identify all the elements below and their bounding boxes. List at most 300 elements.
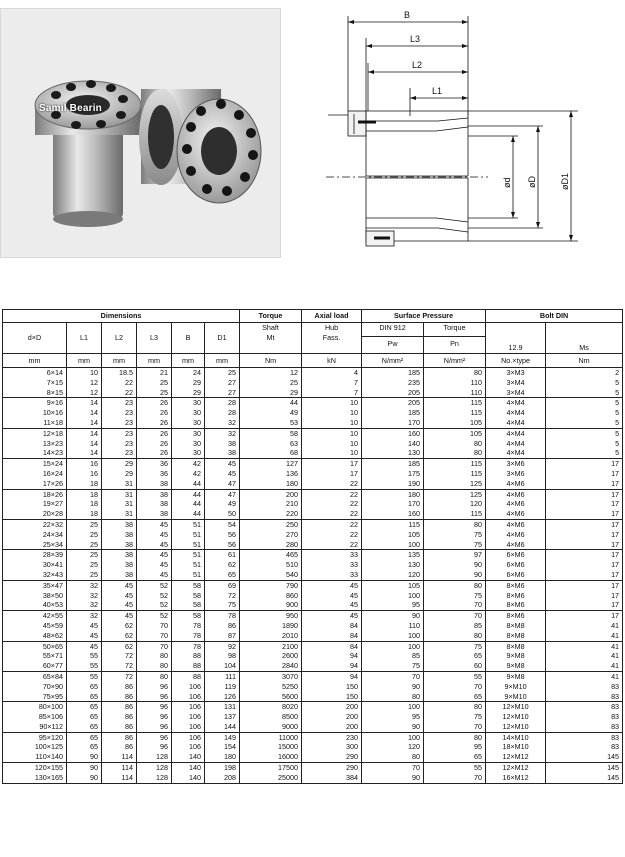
cell-l1: 65 <box>67 732 102 742</box>
cell-l2: 23 <box>102 439 137 449</box>
cell-ms: 17 <box>546 580 623 590</box>
cell-ms: 145 <box>546 773 623 783</box>
cell-b: 30 <box>172 448 205 458</box>
cell-pn: 115 <box>424 398 486 408</box>
cell-l2: 62 <box>102 621 137 631</box>
cell-l2: 38 <box>102 570 137 580</box>
cell-pn: 65 <box>424 651 486 661</box>
cell-torque: 11000 <box>240 732 302 742</box>
cell-b: 140 <box>172 752 205 762</box>
cell-ms: 2 <box>546 368 623 378</box>
cell-axial: 45 <box>302 580 362 590</box>
cell-l2: 29 <box>102 469 137 479</box>
cell-d1: 75 <box>205 600 240 610</box>
cell-bolts: 4×M4 <box>486 398 546 408</box>
cell-l2: 23 <box>102 398 137 408</box>
cell-axial: 4 <box>302 368 362 378</box>
cell-ms: 5 <box>546 418 623 428</box>
cell-ms: 83 <box>546 692 623 702</box>
col-L2: L2 <box>102 323 137 354</box>
cell-axial: 84 <box>302 641 362 651</box>
cell-b: 78 <box>172 621 205 631</box>
cell-b: 30 <box>172 439 205 449</box>
row-group <box>3 732 623 762</box>
cell-l3: 96 <box>137 692 172 702</box>
cell-l1: 14 <box>67 408 102 418</box>
sp-torque-label: Torque <box>443 323 466 332</box>
table-row <box>3 752 623 762</box>
cell-bolts: 12×M10 <box>486 702 546 712</box>
cell-pn: 115 <box>424 469 486 479</box>
cell-bolts: 8×M8 <box>486 641 546 651</box>
table-row <box>3 661 623 671</box>
cell-l3: 96 <box>137 732 172 742</box>
cell-ms: 17 <box>546 560 623 570</box>
cell-d1: 45 <box>205 469 240 479</box>
cell-axial: 300 <box>302 742 362 752</box>
cell-torque: 465 <box>240 550 302 560</box>
cell-pw: 100 <box>362 591 424 601</box>
cell-b: 30 <box>172 428 205 438</box>
cell-axial: 33 <box>302 570 362 580</box>
cell-dxd: 19×27 <box>3 499 67 509</box>
cell-l3: 96 <box>137 682 172 692</box>
cell-bolts: 9×M10 <box>486 682 546 692</box>
cell-dxd: 12×18 <box>3 428 67 438</box>
table-row <box>3 519 623 529</box>
table-row <box>3 550 623 560</box>
cell-torque: 2010 <box>240 631 302 641</box>
table-row <box>3 722 623 732</box>
cell-pw: 75 <box>362 661 424 671</box>
cell-l2: 45 <box>102 591 137 601</box>
cell-torque: 49 <box>240 408 302 418</box>
cell-ms: 17 <box>546 519 623 529</box>
cell-b: 51 <box>172 560 205 570</box>
group-bolt-din: Bolt DIN <box>486 310 623 323</box>
table-row <box>3 489 623 499</box>
cell-l3: 96 <box>137 722 172 732</box>
cell-dxd: 18×26 <box>3 489 67 499</box>
cell-bolts: 8×M6 <box>486 600 546 610</box>
cell-d1: 50 <box>205 509 240 519</box>
cell-d1: 45 <box>205 459 240 469</box>
cell-axial: 45 <box>302 600 362 610</box>
cell-d1: 131 <box>205 702 240 712</box>
table-row <box>3 621 623 631</box>
cell-dxd: 32×43 <box>3 570 67 580</box>
cell-bolts: 3×M6 <box>486 459 546 469</box>
cell-d1: 65 <box>205 570 240 580</box>
table-row <box>3 651 623 661</box>
cell-l1: 14 <box>67 398 102 408</box>
unit-pn: N/mm² <box>424 354 486 368</box>
cell-l1: 25 <box>67 550 102 560</box>
cell-l1: 65 <box>67 692 102 702</box>
cell-dxd: 50×65 <box>3 641 67 651</box>
cell-bolts: 4×M6 <box>486 479 546 489</box>
cell-l1: 65 <box>67 722 102 732</box>
cell-l1: 65 <box>67 682 102 692</box>
cell-pw: 115 <box>362 519 424 529</box>
cell-d1: 180 <box>205 752 240 762</box>
cell-l3: 36 <box>137 469 172 479</box>
cell-axial: 7 <box>302 378 362 388</box>
table-row <box>3 671 623 681</box>
cell-bolts: 4×M4 <box>486 408 546 418</box>
cell-axial: 200 <box>302 712 362 722</box>
cell-bolts: 4×M4 <box>486 418 546 428</box>
cell-l1: 32 <box>67 580 102 590</box>
cell-l2: 29 <box>102 459 137 469</box>
table-row <box>3 702 623 712</box>
col-din912 <box>362 323 424 354</box>
cell-b: 88 <box>172 671 205 681</box>
cell-pw: 95 <box>362 712 424 722</box>
pn-label: Pn <box>424 336 485 349</box>
cell-pw: 185 <box>362 408 424 418</box>
table-row <box>3 591 623 601</box>
group-torque: Torque <box>240 310 302 323</box>
cell-torque: 29 <box>240 388 302 398</box>
cell-dxd: 10×16 <box>3 408 67 418</box>
cell-d1: 27 <box>205 378 240 388</box>
cell-b: 88 <box>172 651 205 661</box>
cell-pn: 70 <box>424 600 486 610</box>
cell-ms: 5 <box>546 428 623 438</box>
cell-axial: 290 <box>302 763 362 773</box>
cell-axial: 200 <box>302 722 362 732</box>
col-sp-torque <box>424 323 486 354</box>
locking-assembly-photo <box>1 9 281 258</box>
table-row <box>3 600 623 610</box>
cell-pw: 70 <box>362 671 424 681</box>
cell-pw: 175 <box>362 469 424 479</box>
cell-ms: 41 <box>546 671 623 681</box>
cell-axial: 10 <box>302 408 362 418</box>
cell-bolts: 8×M6 <box>486 580 546 590</box>
row-group <box>3 398 623 428</box>
cell-pn: 105 <box>424 428 486 438</box>
cell-l3: 26 <box>137 418 172 428</box>
cell-l1: 25 <box>67 530 102 540</box>
table-row <box>3 580 623 590</box>
cell-torque: 510 <box>240 560 302 570</box>
cell-b: 44 <box>172 499 205 509</box>
cell-pw: 185 <box>362 368 424 378</box>
cell-pw: 135 <box>362 550 424 560</box>
cell-ms: 17 <box>546 611 623 621</box>
cell-d1: 38 <box>205 448 240 458</box>
cell-axial: 230 <box>302 732 362 742</box>
cell-l3: 26 <box>137 439 172 449</box>
cell-d1: 87 <box>205 631 240 641</box>
cell-pn: 55 <box>424 763 486 773</box>
row-group <box>3 459 623 489</box>
cell-l3: 128 <box>137 752 172 762</box>
table-row <box>3 479 623 489</box>
cell-l3: 45 <box>137 530 172 540</box>
cell-l1: 90 <box>67 763 102 773</box>
col-torque-shaft <box>240 323 302 354</box>
cell-torque: 860 <box>240 591 302 601</box>
cell-dxd: 100×125 <box>3 742 67 752</box>
cell-l2: 114 <box>102 763 137 773</box>
cell-d1: 137 <box>205 712 240 722</box>
cell-l2: 38 <box>102 550 137 560</box>
row-group <box>3 763 623 784</box>
cell-d1: 144 <box>205 722 240 732</box>
cell-axial: 22 <box>302 489 362 499</box>
table-row <box>3 712 623 722</box>
cell-ms: 41 <box>546 631 623 641</box>
cell-bolts: 8×M8 <box>486 631 546 641</box>
axial-fass-label: Fass. <box>322 332 341 342</box>
cell-pw: 100 <box>362 540 424 550</box>
cell-torque: 58 <box>240 428 302 438</box>
cell-bolts: 9×M8 <box>486 651 546 661</box>
cell-pn: 105 <box>424 418 486 428</box>
cell-axial: 33 <box>302 560 362 570</box>
cell-axial: 22 <box>302 540 362 550</box>
cell-d1: 154 <box>205 742 240 752</box>
cell-bolts: 8×M6 <box>486 611 546 621</box>
cell-l1: 12 <box>67 378 102 388</box>
cell-pn: 97 <box>424 550 486 560</box>
cell-torque: 12 <box>240 368 302 378</box>
table-row <box>3 428 623 438</box>
cell-l3: 96 <box>137 712 172 722</box>
row-group <box>3 702 623 732</box>
cell-ms: 145 <box>546 763 623 773</box>
row-group <box>3 641 623 671</box>
pw-label: Pw <box>362 336 423 349</box>
cell-bolts: 9×M8 <box>486 671 546 681</box>
cell-axial: 200 <box>302 702 362 712</box>
cell-ms: 145 <box>546 752 623 762</box>
unit-b: mm <box>172 354 205 368</box>
cell-l3: 38 <box>137 509 172 519</box>
cell-d1: 28 <box>205 398 240 408</box>
cell-l1: 45 <box>67 621 102 631</box>
cell-l2: 31 <box>102 479 137 489</box>
col-L1: L1 <box>67 323 102 354</box>
cell-pw: 120 <box>362 742 424 752</box>
cell-ms: 5 <box>546 448 623 458</box>
table-row <box>3 530 623 540</box>
cell-dxd: 13×23 <box>3 439 67 449</box>
torque-shaft-label: Shaft <box>262 323 279 332</box>
cell-pn: 65 <box>424 692 486 702</box>
cell-ms: 83 <box>546 702 623 712</box>
specification-table <box>2 309 623 784</box>
cell-torque: 950 <box>240 611 302 621</box>
label-L1: L1 <box>432 86 443 96</box>
table-row <box>3 682 623 692</box>
cell-ms: 83 <box>546 742 623 752</box>
cell-ms: 17 <box>546 550 623 560</box>
cell-ms: 83 <box>546 682 623 692</box>
cell-pw: 100 <box>362 631 424 641</box>
cell-dxd: 120×155 <box>3 763 67 773</box>
cell-ms: 17 <box>546 509 623 519</box>
cell-d1: 56 <box>205 540 240 550</box>
cell-l3: 45 <box>137 519 172 529</box>
cell-bolts: 3×M4 <box>486 378 546 388</box>
cell-dxd: 35×47 <box>3 580 67 590</box>
table-row <box>3 398 623 408</box>
cell-l2: 38 <box>102 519 137 529</box>
cell-l2: 31 <box>102 489 137 499</box>
cell-bolts: 12×M12 <box>486 763 546 773</box>
cell-ms: 5 <box>546 388 623 398</box>
cell-l3: 52 <box>137 600 172 610</box>
cell-torque: 200 <box>240 489 302 499</box>
table-row <box>3 509 623 519</box>
cell-l1: 65 <box>67 702 102 712</box>
cell-bolts: 4×M6 <box>486 530 546 540</box>
cell-pn: 75 <box>424 530 486 540</box>
cell-l3: 38 <box>137 499 172 509</box>
cell-b: 24 <box>172 368 205 378</box>
cell-torque: 2840 <box>240 661 302 671</box>
cell-pn: 110 <box>424 378 486 388</box>
row-group <box>3 611 623 641</box>
cell-d1: 32 <box>205 418 240 428</box>
cell-torque: 8500 <box>240 712 302 722</box>
cell-d1: 38 <box>205 439 240 449</box>
cell-axial: 22 <box>302 479 362 489</box>
units-row <box>3 354 623 368</box>
cell-dxd: 28×39 <box>3 550 67 560</box>
cell-l1: 18 <box>67 509 102 519</box>
cell-l1: 18 <box>67 489 102 499</box>
cell-torque: 1890 <box>240 621 302 631</box>
cell-pn: 125 <box>424 489 486 499</box>
cell-dxd: 25×34 <box>3 540 67 550</box>
cell-bolts: 4×M6 <box>486 540 546 550</box>
cell-l2: 72 <box>102 671 137 681</box>
product-photo <box>0 8 281 258</box>
cell-pw: 170 <box>362 499 424 509</box>
table-row <box>3 459 623 469</box>
cell-b: 58 <box>172 580 205 590</box>
cell-l2: 23 <box>102 418 137 428</box>
cell-torque: 540 <box>240 570 302 580</box>
cell-b: 106 <box>172 712 205 722</box>
col-axial-hub <box>302 323 362 354</box>
table-row <box>3 368 623 378</box>
cell-l2: 62 <box>102 641 137 651</box>
cell-l3: 26 <box>137 408 172 418</box>
cell-bolts: 4×M6 <box>486 499 546 509</box>
cell-torque: 2100 <box>240 641 302 651</box>
cell-torque: 25 <box>240 378 302 388</box>
cell-d1: 72 <box>205 591 240 601</box>
cell-dxd: 95×120 <box>3 732 67 742</box>
cell-bolts: 8×M8 <box>486 621 546 631</box>
cell-l1: 14 <box>67 439 102 449</box>
cell-l3: 45 <box>137 550 172 560</box>
cell-ms: 17 <box>546 540 623 550</box>
cell-l1: 10 <box>67 368 102 378</box>
cell-pw: 160 <box>362 428 424 438</box>
col-dxD: d×D <box>3 323 67 354</box>
cell-torque: 63 <box>240 439 302 449</box>
cell-b: 44 <box>172 479 205 489</box>
cell-pw: 90 <box>362 722 424 732</box>
cell-pw: 130 <box>362 448 424 458</box>
cell-b: 88 <box>172 661 205 671</box>
cell-d1: 104 <box>205 661 240 671</box>
cell-d1: 78 <box>205 611 240 621</box>
cell-pw: 130 <box>362 560 424 570</box>
cell-dxd: 38×50 <box>3 591 67 601</box>
cell-l2: 86 <box>102 692 137 702</box>
label-D1: øD1 <box>560 172 570 190</box>
cell-axial: 384 <box>302 773 362 783</box>
cell-b: 106 <box>172 732 205 742</box>
cell-axial: 22 <box>302 519 362 529</box>
cell-b: 42 <box>172 469 205 479</box>
cell-dxd: 60×77 <box>3 661 67 671</box>
cell-pn: 75 <box>424 712 486 722</box>
cell-torque: 270 <box>240 530 302 540</box>
left-hub-body <box>53 127 123 219</box>
cell-b: 106 <box>172 722 205 732</box>
cell-b: 140 <box>172 763 205 773</box>
cell-axial: 10 <box>302 448 362 458</box>
cell-l3: 80 <box>137 671 172 681</box>
cell-b: 78 <box>172 631 205 641</box>
cell-pw: 205 <box>362 388 424 398</box>
cell-bolts: 18×M10 <box>486 742 546 752</box>
cell-l1: 16 <box>67 459 102 469</box>
cell-l1: 45 <box>67 631 102 641</box>
table-row <box>3 418 623 428</box>
cell-d1: 126 <box>205 692 240 702</box>
cell-b: 44 <box>172 509 205 519</box>
cell-pw: 105 <box>362 580 424 590</box>
cell-dxd: 80×100 <box>3 702 67 712</box>
cell-pn: 80 <box>424 368 486 378</box>
cell-d1: 86 <box>205 621 240 631</box>
cell-ms: 5 <box>546 439 623 449</box>
row-group <box>3 519 623 549</box>
cell-b: 58 <box>172 611 205 621</box>
cell-torque: 8020 <box>240 702 302 712</box>
cell-d1: 111 <box>205 671 240 681</box>
technical-drawing <box>318 6 618 266</box>
cell-axial: 45 <box>302 591 362 601</box>
cell-bolts: 12×M12 <box>486 752 546 762</box>
label-D: øD <box>527 176 537 188</box>
cell-l2: 31 <box>102 499 137 509</box>
table-row <box>3 469 623 479</box>
cell-axial: 7 <box>302 388 362 398</box>
cell-pw: 160 <box>362 509 424 519</box>
cell-torque: 210 <box>240 499 302 509</box>
cell-l1: 55 <box>67 651 102 661</box>
cell-bolts: 4×M4 <box>486 448 546 458</box>
cell-dxd: 24×34 <box>3 530 67 540</box>
cell-bolts: 9×M10 <box>486 692 546 702</box>
cell-dxd: 8×15 <box>3 388 67 398</box>
cell-l2: 22 <box>102 378 137 388</box>
cell-pw: 95 <box>362 600 424 610</box>
cell-d1: 62 <box>205 560 240 570</box>
cell-b: 78 <box>172 641 205 651</box>
